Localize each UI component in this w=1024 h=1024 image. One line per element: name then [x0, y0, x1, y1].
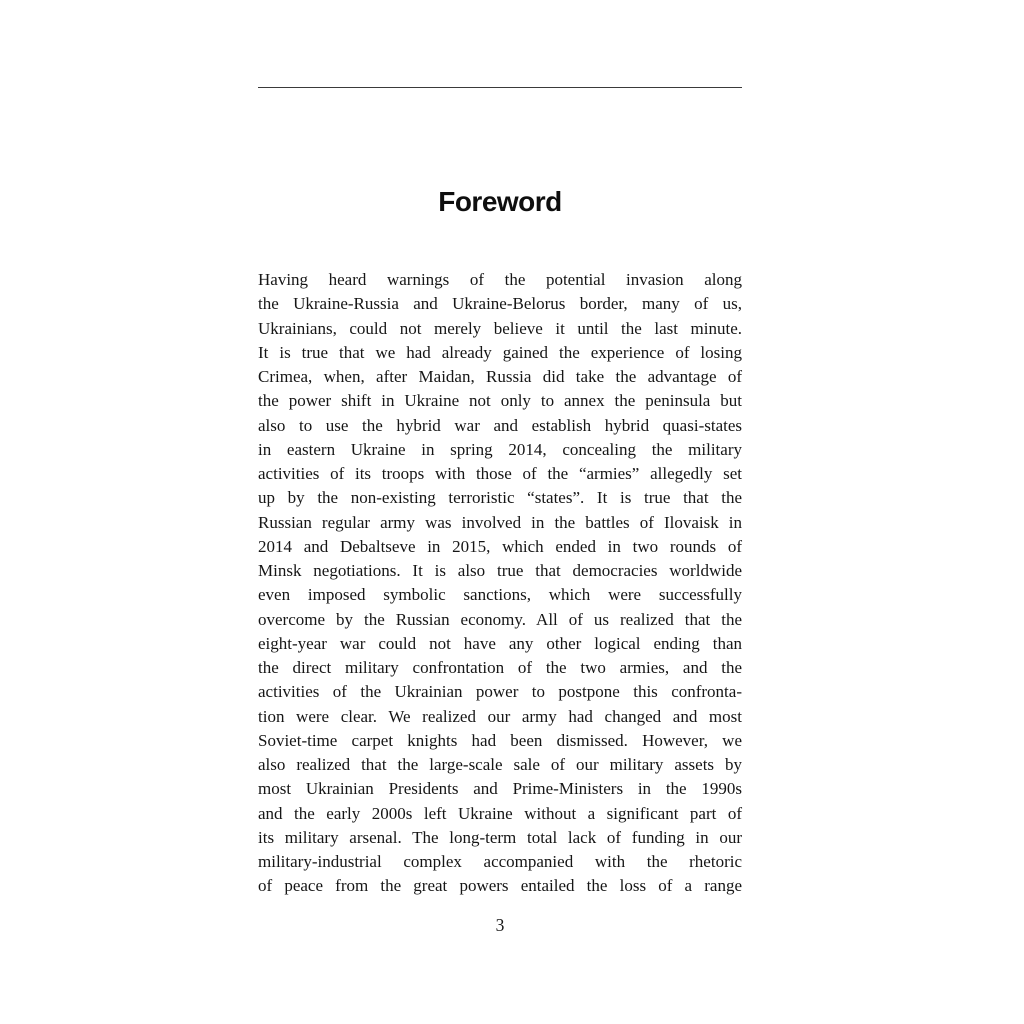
body-text-line: Crimea, when, after Maidan, Russia did take the advantage of: [258, 367, 742, 386]
body-text-line: Minsk negotiations. It is also true that democracies worldwide: [258, 561, 742, 580]
body-text-line: military-industrial complex accompanied with the rhetoric: [258, 852, 742, 871]
body-text-line: its military arsenal. The long-term total lack of funding in our: [258, 827, 742, 847]
body-text-line: 2014 and Debaltseve in 2015, which ended in two rounds of: [258, 536, 742, 556]
body-text-line: Having heard warnings of the potential invasion along: [258, 270, 742, 289]
body-text-line: overcome by the Russian economy. All of us realized that the: [258, 609, 742, 629]
header-rule: [258, 87, 742, 88]
body-text-line: Soviet-time carpet knights had been dismissed. However, we: [258, 730, 742, 750]
foreword-paragraph: [258, 268, 742, 899]
body-text-line: of peace from the great powers entailed the loss of a range: [258, 876, 742, 896]
body-text-line: in eastern Ukraine in spring 2014, concealing the military: [258, 439, 742, 459]
body-text-line: also to use the hybrid war and establish hybrid quasi-states: [258, 415, 742, 435]
body-text-line: and the early 2000s left Ukraine without a significant part of: [258, 803, 742, 823]
body-text-line: tion were clear. We realized our army had changed and most: [258, 706, 742, 726]
chapter-title: Foreword: [438, 185, 562, 217]
body-text-line: Russian regular army was involved in the battles of Ilovaisk in: [258, 512, 742, 532]
body-text-line: the Ukraine-Russia and Ukraine-Belorus border, many of us,: [258, 294, 742, 314]
body-text-line: the direct military confrontation of the two armies, and the: [258, 658, 742, 677]
body-text-line: even imposed symbolic sanctions, which were successfully: [258, 585, 742, 605]
body-text-line: the power shift in Ukraine not only to annex the peninsula but: [258, 391, 742, 411]
body-text-line: activities of the Ukrainian power to postpone this confronta-: [258, 682, 742, 702]
body-text-line: eight-year war could not have any other logical ending than: [258, 633, 742, 653]
body-text-line: activities of its troops with those of the “armies” allegedly set: [258, 464, 742, 483]
body-text-line: most Ukrainian Presidents and Prime-Ministers in the 1990s: [258, 779, 742, 799]
body-text-line: It is true that we had already gained the experience of losing: [258, 342, 742, 362]
body-text-line: up by the non-existing terroristic “states”. It is true that the: [258, 488, 742, 508]
page-number: 3: [495, 915, 505, 935]
body-text-line: also realized that the large-scale sale of our military assets by: [258, 755, 742, 774]
body-text-line: Ukrainians, could not merely believe it until the last minute.: [258, 318, 742, 338]
